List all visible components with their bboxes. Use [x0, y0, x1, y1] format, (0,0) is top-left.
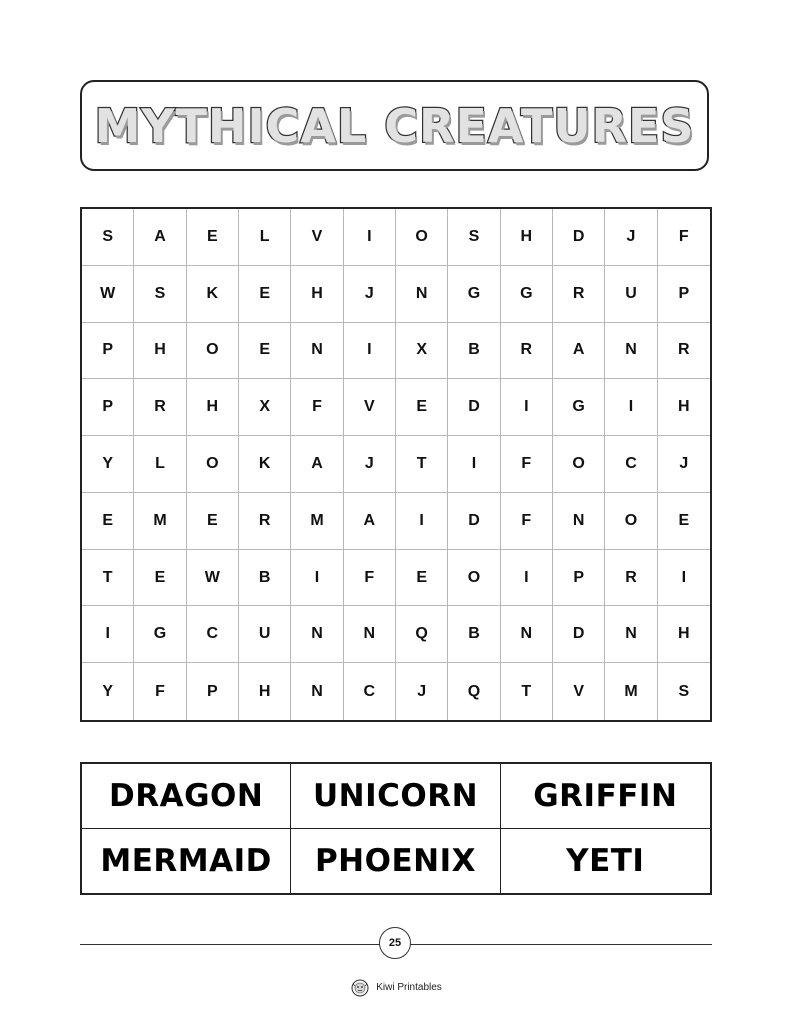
grid-cell: O: [605, 493, 657, 550]
grid-cell: I: [448, 436, 500, 493]
grid-cell: I: [501, 550, 553, 607]
grid-cell: H: [187, 379, 239, 436]
grid-cell: S: [448, 209, 500, 266]
grid-cell: V: [291, 209, 343, 266]
grid-cell: N: [605, 606, 657, 663]
grid-cell: J: [344, 436, 396, 493]
grid-cell: I: [501, 379, 553, 436]
grid-cell: T: [501, 663, 553, 720]
grid-cell: M: [605, 663, 657, 720]
grid-cell: P: [187, 663, 239, 720]
word-list-item: MERMAID: [82, 829, 291, 894]
grid-cell: K: [187, 266, 239, 323]
grid-cell: O: [448, 550, 500, 607]
grid-cell: M: [291, 493, 343, 550]
grid-cell: S: [678, 682, 690, 700]
grid-cell: G: [501, 266, 553, 323]
grid-cell: A: [291, 436, 343, 493]
grid-cell: E: [239, 323, 291, 380]
grid-cell: F: [658, 209, 710, 266]
grid-cell: B: [239, 550, 291, 607]
grid-cell: W: [82, 266, 134, 323]
grid-cell: R: [134, 379, 186, 436]
grid-cell: R: [658, 323, 710, 380]
grid-cell: O: [553, 436, 605, 493]
grid-cell: E: [187, 209, 239, 266]
grid-cell: F: [344, 550, 396, 607]
word-search-grid: [80, 207, 712, 722]
grid-cell: S: [134, 266, 186, 323]
grid-cell: Y: [82, 436, 134, 493]
grid-cell: E: [239, 266, 291, 323]
grid-cell: B: [448, 323, 500, 380]
page-title: MYTHICAL CREATURES: [94, 98, 695, 153]
grid-cell: S: [82, 209, 134, 266]
word-list-item: UNICORN: [291, 764, 500, 829]
grid-cell: H: [291, 266, 343, 323]
grid-cell: E: [658, 493, 710, 550]
word-list-item: DRAGON: [82, 764, 291, 829]
grid-cell: I: [291, 550, 343, 607]
brand-footer: [0, 976, 791, 998]
grid-cell: O: [187, 436, 239, 493]
grid-cell: D: [553, 606, 605, 663]
grid-cell: N: [291, 606, 343, 663]
grid-cell: E: [396, 550, 448, 607]
grid-cell: R: [239, 493, 291, 550]
grid-cell: N: [553, 493, 605, 550]
grid-cell: U: [239, 606, 291, 663]
grid-cell: G: [553, 379, 605, 436]
kiwi-logo-icon: [349, 976, 371, 998]
brand-name: Kiwi Printables: [376, 981, 442, 993]
grid-cell: F: [291, 379, 343, 436]
grid-cell: W: [187, 550, 239, 607]
grid-cell: N: [291, 663, 343, 720]
grid-cell: H: [239, 663, 291, 720]
grid-cell: I: [344, 323, 396, 380]
word-list-item: YETI: [566, 842, 645, 879]
grid-cell: F: [501, 493, 553, 550]
grid-cell: H: [658, 379, 710, 436]
grid-cell: I: [344, 209, 396, 266]
grid-cell: K: [239, 436, 291, 493]
title-banner: [80, 80, 709, 171]
grid-cell: N: [291, 323, 343, 380]
grid-cell: C: [344, 663, 396, 720]
grid-cell: I: [82, 606, 134, 663]
grid-cell: C: [605, 436, 657, 493]
word-list: [80, 762, 712, 895]
grid-cell: P: [553, 550, 605, 607]
word-list-item: PHOENIX: [291, 829, 500, 894]
grid-cell: B: [448, 606, 500, 663]
grid-cell: J: [605, 209, 657, 266]
grid-cell: E: [396, 379, 448, 436]
grid-cell: Q: [448, 663, 500, 720]
grid-cell: R: [553, 266, 605, 323]
grid-cell: U: [605, 266, 657, 323]
grid-cell: F: [501, 436, 553, 493]
grid-cell: E: [82, 493, 134, 550]
grid-cell: M: [134, 493, 186, 550]
grid-cell: A: [344, 493, 396, 550]
grid-cell: N: [605, 323, 657, 380]
grid-cell: I: [396, 493, 448, 550]
grid-cell: D: [448, 493, 500, 550]
grid-cell: L: [134, 436, 186, 493]
grid-cell: N: [501, 606, 553, 663]
grid-cell: X: [239, 379, 291, 436]
grid-cell: X: [396, 323, 448, 380]
grid-cell: O: [396, 209, 448, 266]
grid-cell: G: [448, 266, 500, 323]
grid-cell: Y: [82, 663, 134, 720]
grid-cell: N: [344, 606, 396, 663]
grid-cell: H: [658, 606, 710, 663]
grid-cell: T: [82, 550, 134, 607]
grid-cell: D: [553, 209, 605, 266]
grid-cell: L: [239, 209, 291, 266]
grid-cell: J: [658, 436, 710, 493]
grid-cell: P: [82, 323, 134, 380]
grid-cell: F: [134, 663, 186, 720]
grid-cell: O: [187, 323, 239, 380]
grid-cell: Q: [396, 606, 448, 663]
grid-cell: V: [553, 663, 605, 720]
grid-cell: H: [501, 209, 553, 266]
grid-cell: G: [134, 606, 186, 663]
grid-cell: I: [605, 379, 657, 436]
grid-cell: D: [448, 379, 500, 436]
grid-cell: H: [134, 323, 186, 380]
grid-cell: R: [605, 550, 657, 607]
grid-cell: J: [344, 266, 396, 323]
grid-cell: V: [344, 379, 396, 436]
grid-cell: J: [396, 663, 448, 720]
grid-cell: T: [396, 436, 448, 493]
grid-cell: R: [501, 323, 553, 380]
grid-cell: A: [553, 323, 605, 380]
grid-cell: P: [82, 379, 134, 436]
grid-cell: E: [187, 493, 239, 550]
grid-cell: I: [658, 550, 710, 607]
grid-cell: E: [134, 550, 186, 607]
grid-cell: N: [396, 266, 448, 323]
word-list-item: GRIFFIN: [501, 764, 710, 829]
grid-cell: A: [134, 209, 186, 266]
grid-cell: C: [187, 606, 239, 663]
page-number: 25: [379, 927, 411, 959]
grid-cell: P: [658, 266, 710, 323]
